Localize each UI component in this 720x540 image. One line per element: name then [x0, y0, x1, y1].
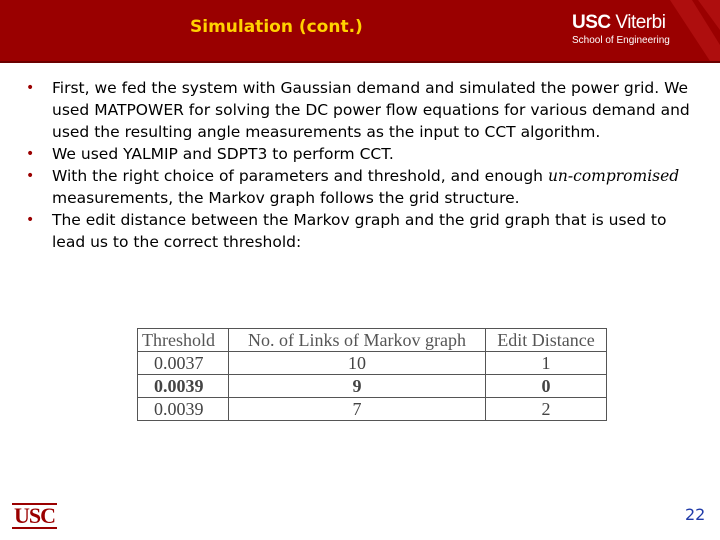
- table-header-row: [138, 329, 607, 352]
- column-header-links: No. of Links of Markov graph: [229, 329, 486, 352]
- table-cell: 0: [486, 375, 607, 398]
- table-cell: 2: [486, 398, 607, 421]
- bullet-icon: •: [26, 80, 35, 96]
- header-decoration-icon: [650, 0, 720, 61]
- logo-usc-text: USC: [572, 12, 611, 33]
- bullet-item: [24, 165, 704, 209]
- bullet-item: [24, 77, 704, 143]
- logo-subtitle: School of Engineering: [572, 35, 670, 46]
- header-bar: [0, 0, 720, 63]
- column-header-edit-distance: Edit Distance: [486, 329, 607, 352]
- table-cell: 0.0037: [138, 352, 229, 375]
- table-cell: 1: [486, 352, 607, 375]
- bullet-item: [24, 209, 704, 253]
- bullet-italic-text: un-compromised: [547, 167, 680, 185]
- table-row: [138, 352, 607, 375]
- threshold-table: [137, 328, 607, 421]
- bullet-text-after: measurements, the Markov graph follows the grid structure.: [52, 189, 520, 207]
- bullet-text: We used YALMIP and SDPT3 to perform CCT.: [52, 145, 394, 163]
- bullet-icon: •: [26, 168, 35, 184]
- bullet-item: [24, 143, 704, 165]
- bullet-text: The edit distance between the Markov graph and the grid graph that is used to lead us to the correct threshold:: [52, 211, 667, 251]
- bullet-icon: •: [26, 212, 35, 228]
- table-cell: 0.0039: [138, 398, 229, 421]
- table-cell: 0.0039: [138, 375, 229, 398]
- table-cell: 9: [229, 375, 486, 398]
- table-cell: 7: [229, 398, 486, 421]
- bullet-list: [24, 77, 704, 253]
- table-cell: 10: [229, 352, 486, 375]
- bullet-text-before: With the right choice of parameters and threshold, and enough: [52, 167, 548, 185]
- page-number: 22: [685, 505, 706, 524]
- column-header-threshold: Threshold: [138, 329, 229, 352]
- usc-footer-logo: USC: [14, 503, 56, 528]
- table-row: [138, 398, 607, 421]
- slide-title: Simulation (cont.): [190, 17, 363, 37]
- logo-viterbi-text: Viterbi: [615, 12, 666, 33]
- table-row: [138, 375, 607, 398]
- bullet-icon: •: [26, 146, 35, 162]
- bullet-text: First, we fed the system with Gaussian demand and simulated the power grid. We used MATPOWER for solving the DC power flow equations for various demand and used the resulting angle measurements as the input to CCT algorithm.: [52, 79, 690, 141]
